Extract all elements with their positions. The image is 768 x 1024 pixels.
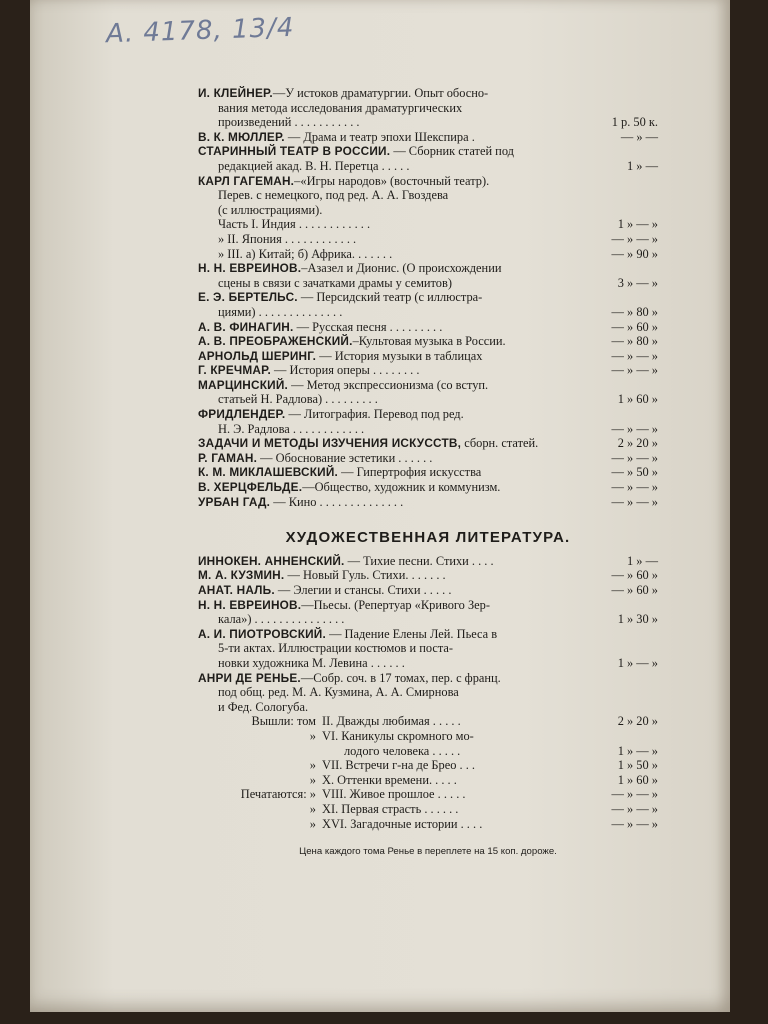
entry-title: » II. Япония . . . . . . . . . . . . xyxy=(218,231,357,246)
entry-author: В. К. МЮЛЛЕР. xyxy=(198,129,285,144)
entry-price: — » — xyxy=(620,129,658,144)
entry-title: — Обоснование эстетики . . . . . . xyxy=(257,450,433,465)
entry-title: —У истоков драматургии. Опыт обосно- xyxy=(272,86,489,100)
catalog-entry xyxy=(198,232,658,247)
entry-price: — » 60 » xyxy=(611,568,658,583)
footnote: Цена каждого тома Ренье в переплете на 15 коп. дороже. xyxy=(299,846,557,858)
catalog-entry xyxy=(198,583,658,598)
entry-title: — Новый Гуль. Стихи. . . . . . . xyxy=(284,568,446,583)
volume-entry xyxy=(198,787,658,802)
volume-price: 1 » — » xyxy=(617,743,658,758)
catalog-entry xyxy=(198,363,658,378)
volume-title: VI. Каникулы скромного мо- xyxy=(322,728,474,743)
entry-title: –«Игры народов» (восточный театр). xyxy=(294,173,490,188)
entry-author: И. КЛЕЙНЕР. xyxy=(198,86,273,100)
volume-label: » xyxy=(309,728,316,743)
entry-price: — » 50 » xyxy=(611,465,658,480)
catalog-entry xyxy=(198,568,658,583)
volume-label: Вышли: том xyxy=(251,714,316,729)
catalog-entry xyxy=(198,130,658,145)
entry-title: — Сборник статей под xyxy=(390,144,514,159)
catalog-entry xyxy=(198,407,658,422)
entry-title: Часть I. Индия . . . . . . . . . . . . xyxy=(218,217,371,232)
volume-price: 1 » 60 » xyxy=(617,772,658,787)
volume-title: XI. Первая страсть . . . . . . xyxy=(322,801,459,816)
entry-title: — Кино . . . . . . . . . . . . . . xyxy=(270,494,404,509)
catalog-entry xyxy=(198,641,658,656)
catalog-entry xyxy=(198,305,658,320)
catalog-entry xyxy=(198,627,658,642)
volume-entry xyxy=(198,802,658,817)
entry-title: —Общество, художник и коммунизм. xyxy=(302,480,501,495)
entry-price: — » 60 » xyxy=(611,583,658,597)
entry-author: К. М. МИКЛАШЕВСКИЙ. xyxy=(198,465,338,480)
volume-entry xyxy=(198,744,658,759)
catalog-entry xyxy=(198,392,658,407)
catalog-entry xyxy=(198,656,658,671)
entry-title: — Метод экспрессионизма (со вступ. xyxy=(288,377,489,392)
volume-entry xyxy=(198,714,658,729)
volume-entry xyxy=(198,817,658,832)
fiction-list xyxy=(198,554,658,715)
catalog-entry xyxy=(198,203,658,218)
entry-price: 1 » — » xyxy=(617,217,658,232)
entry-title: — Элегии и стансы. Стихи . . . . . xyxy=(274,583,452,597)
volume-title: XVI. Загадочные истории . . . . xyxy=(322,816,483,831)
entry-author: ФРИДЛЕНДЕР. xyxy=(198,407,286,422)
entry-price: — » — » xyxy=(611,450,658,465)
catalog-entry xyxy=(198,334,658,349)
entry-title: — Литография. Перевод под ред. xyxy=(285,407,464,422)
entry-author: СТАРИННЫЙ ТЕАТР В РОССИИ. xyxy=(198,144,391,159)
catalog-entry xyxy=(198,217,658,232)
entry-price: 3 » — » xyxy=(617,275,658,290)
volume-label: » xyxy=(309,772,316,787)
volume-label: » xyxy=(309,816,316,831)
section-title: ХУДОЖЕСТВЕННАЯ ЛИТЕРАТУРА. xyxy=(285,529,571,547)
handwritten-shelfmark: А. 4178, 13/4 xyxy=(105,12,295,50)
volume-price: 1 » 50 » xyxy=(617,758,658,773)
entry-price: — » — » xyxy=(611,480,658,495)
entry-title: —Собр. соч. в 17 томах, пер. с франц. xyxy=(300,670,501,685)
volume-title: VII. Встречи г-на де Брео . . . xyxy=(322,758,476,773)
entry-title: Н. Э. Радлова . . . . . . . . . . . . xyxy=(218,421,365,436)
volume-title: II. Дважды любимая . . . . . xyxy=(322,714,461,729)
entry-author: Н. Н. ЕВРЕИНОВ. xyxy=(198,597,302,612)
entry-author: Р. ГАМАН. xyxy=(198,450,258,465)
regnier-volumes-list xyxy=(198,714,658,831)
catalog-entry xyxy=(198,612,658,627)
entry-title: редакцией акад. В. Н. Перетца . . . . . xyxy=(218,158,410,173)
catalog-entry xyxy=(198,685,658,700)
entry-title: произведений . . . . . . . . . . . xyxy=(218,115,360,130)
entry-author: КАРЛ ГАГЕМАН. xyxy=(198,173,295,188)
volume-entry xyxy=(198,758,658,773)
entry-price: — » 60 » xyxy=(611,319,658,334)
volume-price: — » — » xyxy=(611,816,658,831)
catalog-entry xyxy=(198,86,658,101)
entry-author: М. А. КУЗМИН. xyxy=(198,568,285,583)
volume-label: » xyxy=(309,758,316,773)
catalog-entry xyxy=(198,598,658,613)
catalog-entry xyxy=(198,101,658,116)
entry-price: — » — » xyxy=(611,494,658,509)
entry-title: новки художника М. Левина . . . . . . xyxy=(218,655,405,670)
entry-price: — » — » xyxy=(611,363,658,378)
catalog-entry xyxy=(198,451,658,466)
catalog-content xyxy=(198,86,658,860)
entry-title: — Тихие песни. Стихи . . . . xyxy=(344,553,494,568)
catalog-entry xyxy=(198,480,658,495)
volume-label: Печатаются: » xyxy=(240,787,316,802)
entry-author: АРНОЛЬД ШЕРИНГ. xyxy=(198,348,317,363)
entry-author: АНРИ ДЕ РЕНЬЕ. xyxy=(198,670,301,685)
entry-price: 1 » — » xyxy=(617,655,658,670)
entry-price: 1 » — xyxy=(627,158,658,173)
catalog-entry xyxy=(198,188,658,203)
volume-title: X. Оттенки времени. . . . . xyxy=(322,772,457,787)
catalog-entry xyxy=(198,320,658,335)
entry-price: — » — » xyxy=(611,231,658,246)
entry-author: УРБАН ГАД. xyxy=(198,494,271,509)
catalog-entry xyxy=(198,554,658,569)
catalog-entry xyxy=(198,495,658,510)
catalog-entry xyxy=(198,276,658,291)
entry-title: кала») . . . . . . . . . . . . . . . xyxy=(218,612,345,627)
catalog-entry xyxy=(198,159,658,174)
entry-title: вания метода исследования драматургических xyxy=(218,100,463,115)
entry-title: — Гипертрофия искусства xyxy=(338,465,482,480)
entry-title: статьей Н. Радлова) . . . . . . . . . xyxy=(218,392,378,407)
catalog-entry xyxy=(198,465,658,480)
entry-title: и Фед. Сологуба. xyxy=(218,699,309,714)
entry-title: Перев. с немецкого, под ред. А. А. Гвоздева xyxy=(218,188,449,203)
entry-price: — » 80 » xyxy=(611,304,658,319)
catalog-entry xyxy=(198,700,658,715)
entry-title: —Пьесы. (Репертуар «Кривого Зер- xyxy=(301,597,491,612)
entry-author: Е. Э. БЕРТЕЛЬС. xyxy=(198,290,298,305)
catalog-entry xyxy=(198,349,658,364)
entry-price: 2 » 20 » xyxy=(617,436,658,451)
catalog-entry xyxy=(198,174,658,189)
entry-title: под общ. ред. М. А. Кузмина, А. А. Смирнова xyxy=(218,685,459,700)
entry-author: АНАТ. НАЛЬ. xyxy=(198,583,275,597)
catalog-entry xyxy=(198,378,658,393)
entry-title: циями) . . . . . . . . . . . . . . xyxy=(218,304,343,319)
entry-title: — История музыки в таблицах xyxy=(316,348,483,363)
entry-price: 1 » 60 » xyxy=(617,392,658,407)
volume-price: 2 » 20 » xyxy=(617,714,658,729)
entry-title: сборн. статей. xyxy=(461,436,539,451)
volume-entry xyxy=(198,729,658,744)
entry-title: — Падение Елены Лей. Пьеса в xyxy=(325,626,498,641)
entry-author: В. ХЕРЦФЕЛЬДЕ. xyxy=(198,480,303,495)
entry-author: МАРЦИНСКИЙ. xyxy=(198,377,288,392)
catalog-entry xyxy=(198,247,658,262)
entry-price: — » — » xyxy=(611,421,658,436)
catalog-entry xyxy=(198,144,658,159)
entry-author: А. В. ПРЕОБРАЖЕНСКИЙ. xyxy=(198,334,353,349)
entry-author: А. В. ФИНАГИН. xyxy=(198,319,294,334)
volume-price: — » — » xyxy=(611,787,658,802)
entry-author: Г. КРЕЧМАР. xyxy=(198,363,271,378)
entry-author: Н. Н. ЕВРЕИНОВ. xyxy=(198,261,302,276)
entry-title: — Драма и театр эпохи Шекспира . xyxy=(284,129,475,144)
catalog-entry xyxy=(198,115,658,130)
entry-title: –Культовая музыка в России. xyxy=(352,334,506,349)
entry-price: 1 » — xyxy=(627,553,658,568)
theatre-art-list xyxy=(198,86,658,509)
entry-title: — История оперы . . . . . . . . xyxy=(270,363,420,378)
entry-price: 1 р. 50 к. xyxy=(611,115,658,130)
catalog-entry xyxy=(198,436,658,451)
entry-author: А. И. ПИОТРОВСКИЙ. xyxy=(198,626,326,641)
entry-title: — Русская песня . . . . . . . . . xyxy=(293,319,443,334)
volume-price: — » — » xyxy=(611,801,658,816)
volume-entry xyxy=(198,773,658,788)
entry-title: — Персидский театр (с иллюстра- xyxy=(297,290,483,305)
volume-title: лодого человека . . . . . xyxy=(344,743,461,758)
entry-title: –Азазел и Дионис. (О происхождении xyxy=(301,261,502,276)
entry-title: » III. а) Китай; б) Африка. . . . . . . xyxy=(218,246,393,261)
entry-title: сцены в связи с зачатками драмы у семитов) xyxy=(218,275,452,290)
entry-title: 5-ти актах. Иллюстрации костюмов и поста- xyxy=(218,641,454,656)
entry-price: — » — » xyxy=(611,348,658,363)
catalog-entry xyxy=(198,671,658,686)
catalog-entry xyxy=(198,290,658,305)
volume-title: VIII. Живое прошлое . . . . . xyxy=(322,787,466,802)
entry-author: ИННОКЕН. АННЕНСКИЙ. xyxy=(198,553,345,568)
catalog-entry xyxy=(198,422,658,437)
entry-title: (с иллюстрациями). xyxy=(218,202,323,217)
volume-label: » xyxy=(309,801,316,816)
entry-price: 1 » 30 » xyxy=(617,612,658,627)
entry-price: — » 80 » xyxy=(611,334,658,349)
catalog-entry xyxy=(198,261,658,276)
entry-price: — » 90 » xyxy=(611,246,658,261)
entry-author: ЗАДАЧИ И МЕТОДЫ ИЗУЧЕНИЯ ИСКУССТВ, xyxy=(198,436,462,451)
